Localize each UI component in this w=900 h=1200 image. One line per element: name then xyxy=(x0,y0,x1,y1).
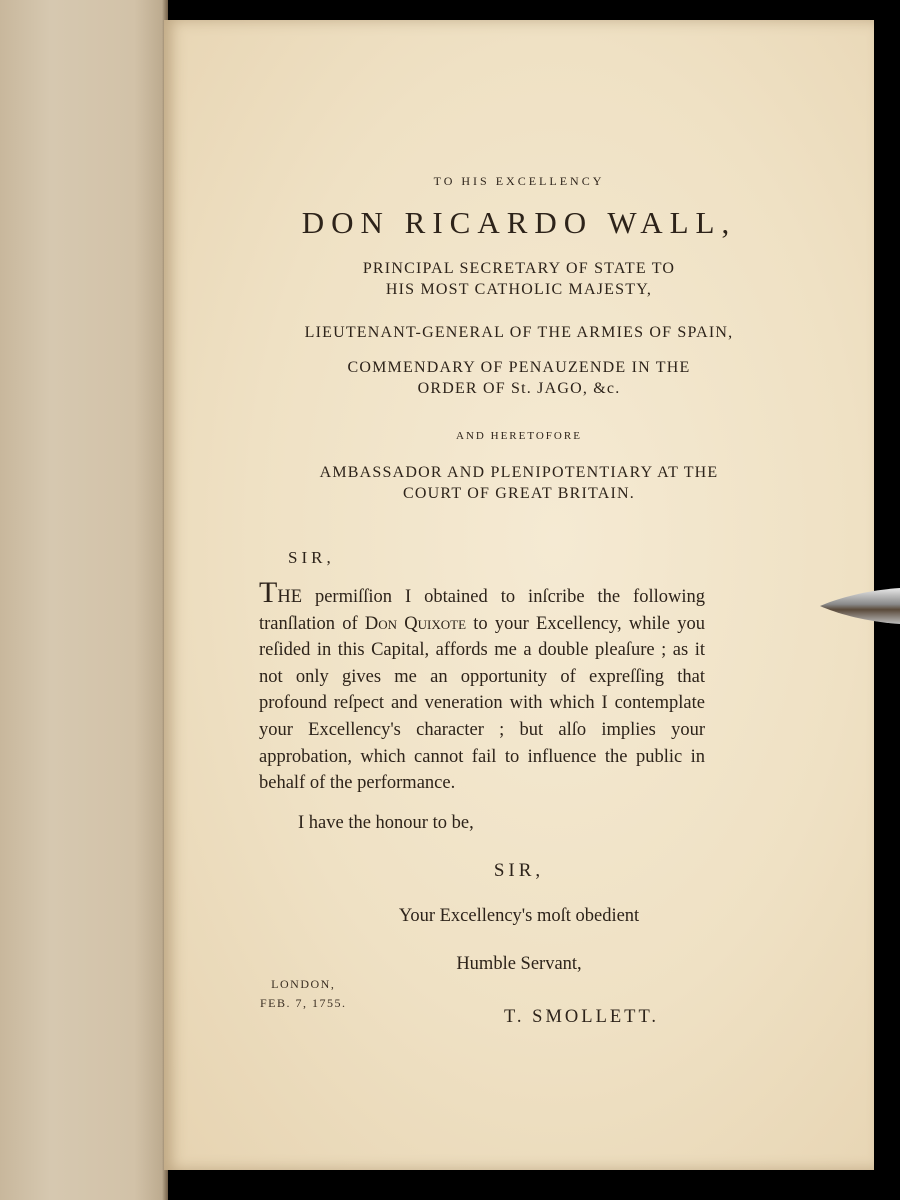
servant-line: Your Excellency's moſt obedient xyxy=(398,906,640,926)
work-title: Don Quixote xyxy=(364,613,467,634)
lead-word: HE xyxy=(277,587,302,607)
title-line: COMMENDARY OF PENAUZENDE IN THE xyxy=(347,359,691,376)
salutation: SIR, xyxy=(288,548,335,567)
drop-cap: T xyxy=(259,576,278,609)
title-line: PRINCIPAL SECRETARY OF STATE TO xyxy=(362,260,676,277)
place: LONDON, xyxy=(271,977,336,991)
dedication-paragraph xyxy=(259,576,705,797)
title-line: LIEUTENANT-GENERAL OF THE ARMIES OF SPAIN, xyxy=(304,324,734,341)
paragraph-text: to your Excellency, while you reſided in this Capital, affords me a double pleaſure ; as it not only gives me an opportunity of expreſſing that profound reſpect and veneration with which I contemplate your Excellency's character ; but alſo implies your approbation, which cannot fail to influence the public in behalf of the performance. xyxy=(259,613,705,794)
left-page-edge xyxy=(0,0,168,1200)
pen-tip-icon xyxy=(818,586,900,626)
title-line: HIS MOST CATHOLIC MAJESTY, xyxy=(385,281,653,298)
book-page xyxy=(164,20,874,1170)
ambassador-line: COURT OF GREAT BRITAIN. xyxy=(403,485,635,502)
date: FEB. 7, 1755. xyxy=(260,996,347,1010)
and-heretofore: AND HERETOFORE xyxy=(456,430,582,442)
place-date xyxy=(260,975,347,1013)
servant-line: Humble Servant, xyxy=(456,954,582,974)
ambassador-line: AMBASSADOR AND PLENIPOTENTIARY AT THE xyxy=(319,464,719,481)
title-line: ORDER OF St. JAGO, &c. xyxy=(417,380,621,397)
paragraph-text: permiſſion I obtained to inſcribe the following tranſlation of xyxy=(259,587,705,634)
recipient-name: DON RICARDO WALL, xyxy=(301,205,737,240)
signature: T. SMOLLETT. xyxy=(504,1007,660,1027)
dedication-heading: TO HIS EXCELLENCY xyxy=(433,174,605,188)
honour-line: I have the honour to be, xyxy=(298,813,474,833)
closing-sir: SIR, xyxy=(493,860,545,881)
